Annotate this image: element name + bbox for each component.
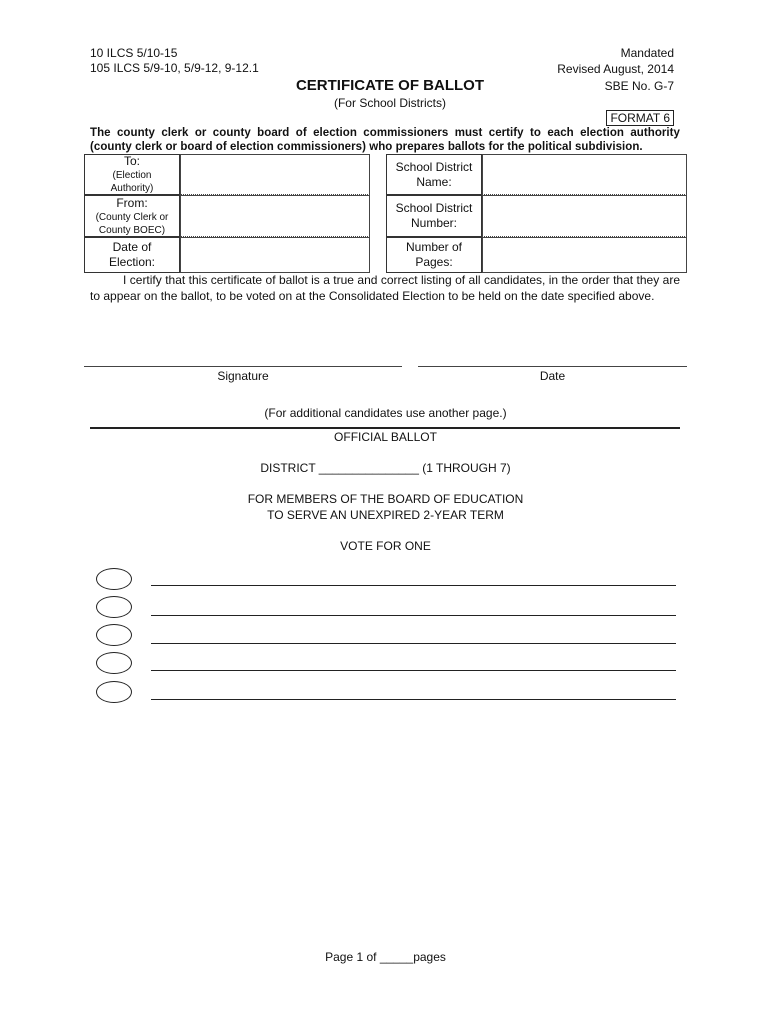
- from-label-cell: [84, 195, 180, 237]
- vote-oval[interactable]: [96, 596, 132, 618]
- candidate-name-line[interactable]: [151, 699, 676, 700]
- from-field[interactable]: [180, 195, 370, 237]
- district-number-label-cell: [386, 195, 482, 237]
- signature-label: Signature: [217, 369, 269, 383]
- vote-for-instruction: VOTE FOR ONE: [340, 539, 431, 553]
- candidate-name-line[interactable]: [151, 670, 676, 671]
- additional-candidates-note: (For additional candidates use another page.): [264, 406, 507, 420]
- district-number-field[interactable]: [482, 195, 687, 237]
- page-title: CERTIFICATE OF BALLOT: [295, 77, 485, 94]
- district-name-label-1: School District: [395, 159, 473, 174]
- pages-label-2: Pages:: [415, 255, 453, 269]
- date-line[interactable]: [418, 366, 687, 367]
- candidate-name-line[interactable]: [151, 615, 676, 616]
- vote-oval[interactable]: [96, 624, 132, 646]
- revised-date: Revised August, 2014: [557, 62, 674, 76]
- ballot-office-line-2: TO SERVE AN UNEXPIRED 2-YEAR TERM: [267, 508, 504, 522]
- election-date-label-1: Date of: [112, 240, 152, 254]
- to-field[interactable]: [180, 154, 370, 195]
- to-label: To:: [123, 154, 140, 168]
- pages-label-1: Number of: [405, 240, 463, 254]
- statute-reference-1: 10 ILCS 5/10-15: [90, 46, 178, 60]
- certification-text: I certify that this certificate of ballot is a true and correct listing of all candidates, in the order that they are to appear on the ballot, to be voted on at the Consolidated Election to be held on the date specified above.: [90, 273, 680, 303]
- to-sublabel: (Election Authority): [110, 170, 154, 194]
- from-label: From:: [116, 195, 148, 210]
- ballot-district-line: DISTRICT _______________ (1 THROUGH 7): [260, 461, 511, 475]
- statute-reference-2: 105 ILCS 5/9-10, 5/9-12, 9-12.1: [90, 61, 259, 75]
- ballot-office-line-1: FOR MEMBERS OF THE BOARD OF EDUCATION: [247, 492, 524, 506]
- form-number: SBE No. G-7: [604, 79, 674, 93]
- from-sublabel: (County Clerk or County BOEC): [95, 211, 169, 236]
- pages-label-cell: [386, 237, 482, 273]
- district-name-field[interactable]: [482, 154, 687, 195]
- mandated-label: Mandated: [620, 46, 674, 60]
- vote-oval[interactable]: [96, 652, 132, 674]
- instruction-text: The county clerk or county board of election commissioners must certify to each election authority (county clerk or board of election commissioners) who prepares ballots for the political subdivision.: [90, 127, 680, 153]
- page-subtitle: (For School Districts): [333, 96, 446, 110]
- candidate-name-line[interactable]: [151, 585, 676, 586]
- date-label: Date: [539, 369, 566, 383]
- candidate-name-line[interactable]: [151, 643, 676, 644]
- district-name-label-2: Name:: [416, 174, 452, 189]
- district-name-label-cell: [386, 154, 482, 195]
- page-number: Page 1 of _____pages: [325, 950, 446, 964]
- format-label: FORMAT 6: [606, 110, 674, 126]
- pages-field[interactable]: [482, 237, 687, 273]
- vote-oval[interactable]: [96, 681, 132, 703]
- election-date-label-cell: [84, 237, 180, 273]
- election-date-label-2: Election:: [108, 255, 156, 269]
- district-number-label-2: Number:: [410, 216, 457, 230]
- vote-oval[interactable]: [96, 568, 132, 590]
- district-number-label-1: School District: [395, 201, 473, 215]
- to-label-cell: [84, 154, 180, 195]
- ballot-heading: OFFICIAL BALLOT: [334, 430, 437, 444]
- section-divider: [90, 427, 680, 429]
- election-date-field[interactable]: [180, 237, 370, 273]
- signature-line[interactable]: [84, 366, 402, 367]
